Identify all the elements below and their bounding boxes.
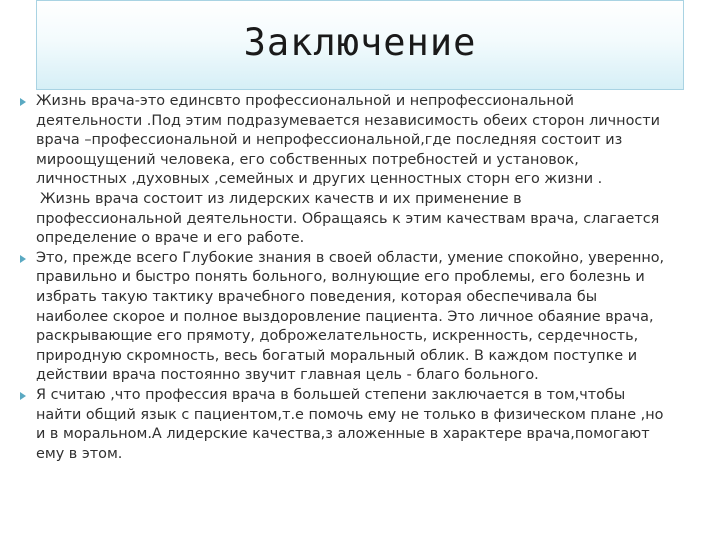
title-box	[36, 0, 684, 90]
paragraph-2-text: Жизнь врача состоит из лидерских качеств и их применение в профессиональной деятельности. Обращаясь к этим качествам врача, слагается определение о враче и его работе.	[36, 190, 660, 247]
bullet-arrow-icon	[20, 98, 26, 106]
paragraph-1-text: Жизнь врача-это единсвто профессиональной и непрофессиональной деятельности .Под этим подразумевается независимость обеих сторон личности врача –профессиональной и непрофессиональной,где последняя состоит из мироощущений человека, его собственных потребностей и установок, личностных ,духовных ,семейных и других ценностных сторн его жизни .	[36, 93, 661, 188]
paragraph-4-text: Я считаю ,что профессия врача в большей степени заключается в том,чтобы найти общий язык с пациентом,т.е помочь ему не только в физическом плане ,но и в моральном.А лидерские качества,з аложенные в характере врача,помогают ему в этом.	[36, 386, 664, 462]
paragraph-3-text: Это, прежде всего Глубокие знания в своей области, умение спокойно, уверенно, правильно и быстро понять больного, волнующие его проблемы, его болезнь и избрать такую тактику врачебного поведения, которая обеспечивала бы наиболее скорое и полное выздоровление пациента. Это личное обаяние врача, раскрывающие его прямоту, доброжелательность, искренность, сердечность, природную скромность, весь богатый моральный облик. В каждом поступке и действии врача постоянно звучит главная цель - благо больного.	[36, 249, 665, 384]
slide-title: Заключение	[243, 21, 477, 64]
bullet-arrow-icon	[20, 392, 26, 400]
paragraph-1	[20, 92, 672, 190]
paragraph-2	[20, 190, 672, 249]
slide-content	[20, 92, 672, 464]
bullet-arrow-icon	[20, 255, 26, 263]
paragraph-3	[20, 249, 672, 386]
paragraph-4	[20, 386, 672, 464]
